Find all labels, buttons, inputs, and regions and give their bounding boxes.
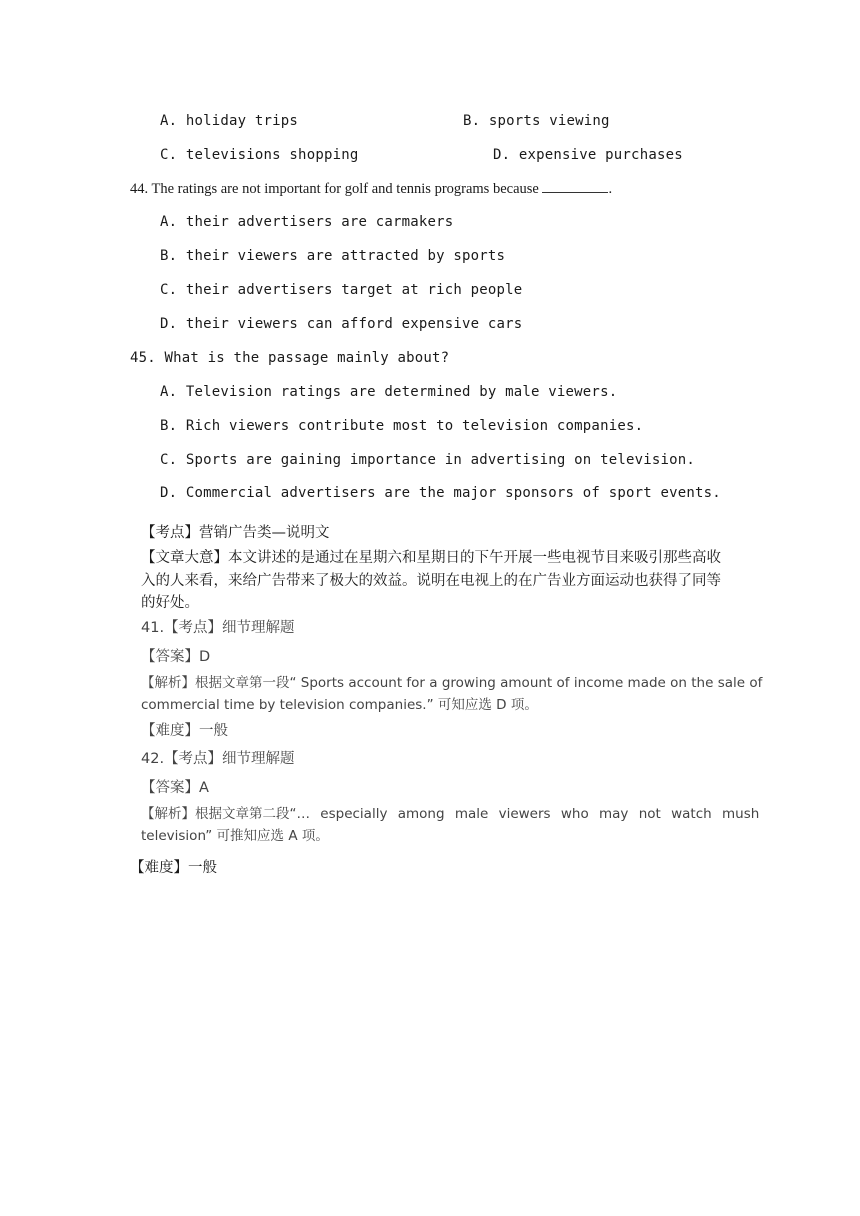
kaodian-heading: 【考点】营销广告类—说明文 bbox=[141, 525, 330, 541]
q43-option-c: C. televisions shopping bbox=[160, 147, 359, 163]
q41-kaodian: 41.【考点】细节理解题 bbox=[141, 620, 295, 636]
summary-line-1: 【文章大意】本文讲述的是通过在星期六和星期日的下午开展一些电视节目来吸引那些高收 bbox=[141, 550, 721, 566]
q44-option-c: C. their advertisers target at rich people bbox=[160, 282, 523, 298]
q42-answer: 【答案】A bbox=[141, 780, 209, 796]
q45-option-a: A. Television ratings are determined by male viewers. bbox=[160, 384, 618, 400]
answer-blank bbox=[542, 180, 608, 193]
q45-question: 45. What is the passage mainly about? bbox=[130, 350, 450, 366]
q43-option-a: A. holiday trips bbox=[160, 113, 299, 129]
q44-option-a: A. their advertisers are carmakers bbox=[160, 214, 454, 230]
q44-option-b: B. their viewers are attracted by sports bbox=[160, 248, 506, 264]
q41-difficulty: 【难度】一般 bbox=[141, 723, 228, 739]
q42-explanation-line-1: 【解析】根据文章第二段“… especially among male viewers who may not watch mush bbox=[141, 806, 760, 822]
q45-option-c: C. Sports are gaining importance in advertising on television. bbox=[160, 452, 695, 468]
q42-explanation-line-2: television” 可推知应选 A 项。 bbox=[141, 828, 329, 844]
q41-explanation-line-1: 【解析】根据文章第一段“ Sports account for a growing amount of income made on the sale of bbox=[141, 675, 763, 691]
summary-line-2: 入的人来看，来给广告带来了极大的效益。说明在电视上的在广告业方面运动也获得了同等 bbox=[141, 573, 721, 589]
q43-option-b: B. sports viewing bbox=[463, 113, 610, 129]
q44-question bbox=[130, 180, 612, 198]
q45-option-b: B. Rich viewers contribute most to television companies. bbox=[160, 418, 644, 434]
q41-explanation-line-2: commercial time by television companies.” 可知应选 D 项。 bbox=[141, 697, 538, 713]
q41-answer: 【答案】D bbox=[141, 649, 211, 665]
summary-line-3: 的好处。 bbox=[141, 595, 199, 611]
q44-stem: 44. The ratings are not important for golf and tennis programs because bbox=[130, 181, 539, 197]
q42-difficulty: 【难度】一般 bbox=[130, 860, 217, 876]
q43-option-d: D. expensive purchases bbox=[493, 147, 683, 163]
q44-stem-end: . bbox=[608, 181, 613, 197]
q45-option-d: D. Commercial advertisers are the major sponsors of sport events. bbox=[160, 485, 721, 501]
q44-option-d: D. their viewers can afford expensive cars bbox=[160, 316, 523, 332]
q42-kaodian: 42.【考点】细节理解题 bbox=[141, 751, 295, 767]
